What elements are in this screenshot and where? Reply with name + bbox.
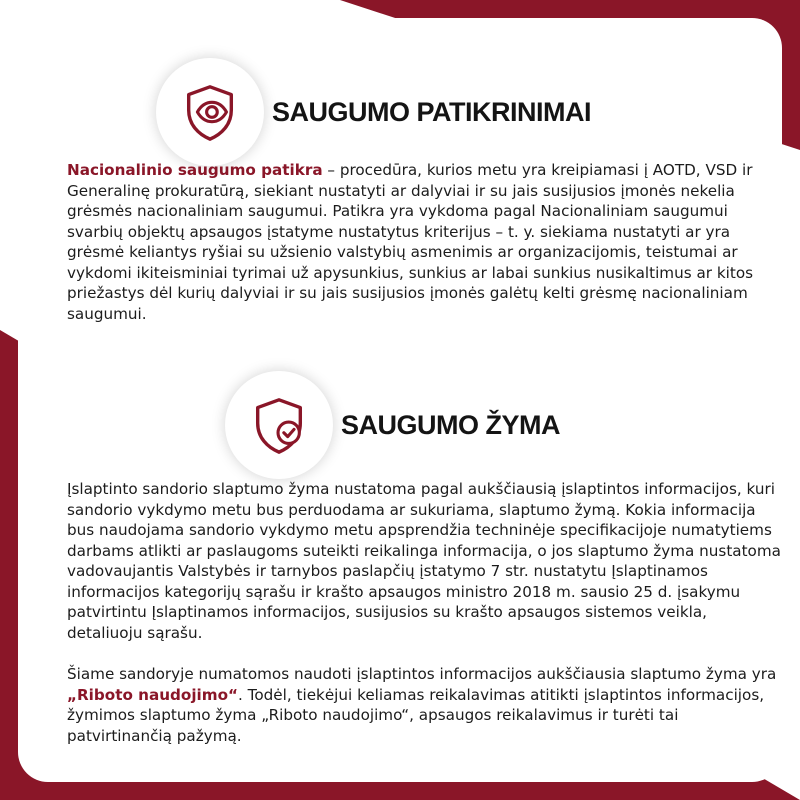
- highlight-term: Nacionalinio saugumo patikra: [67, 161, 323, 179]
- shield-check-icon: [225, 371, 333, 479]
- paragraph-text: Šiame sandoryje numatomos naudoti įslaptintos informacijos aukščiausia slaptumo žyma yra: [67, 665, 777, 683]
- section-title: SAUGUMO ŽYMA: [341, 409, 560, 440]
- section-heading-security-mark: [225, 371, 560, 479]
- highlight-term: „Riboto naudojimo“: [67, 685, 239, 704]
- section-heading-security-checks: [156, 58, 591, 166]
- security-mark-paragraph-1: Įslaptinto sandorio slaptumo žyma nustatoma pagal aukščiausią įslaptintos informacijos, kuri sandorio vykdymo metu bus perduodama ar sukuriama, slaptumo žymą. Kokia informacija bus naudojama sandorio vykdymo metu apsprendžia techninėje specifikacijoje numatytiems darbams atlikti ar paslaugoms suteikti reikalinga informacija, o jos slaptumo žyma nustatoma vadovaujantis Valstybės ir tarnybos paslapčių įstatymo 7 str. nustatytu Įslaptinamos informacijos kategorijų sąrašu ir krašto apsaugos ministro 2018 m. sausio 25 d. įsakymu patvirtintu Įslaptinamos informacijos, susijusios su krašto apsaugos sistemos veikla, detaliuoju sąrašu.: [67, 480, 781, 642]
- paragraph-text: – procedūra, kurios metu yra kreipiamasi į AOTD, VSD ir Generalinę prokuratūrą, siekiant nustatyti ar dalyviai ir su jais susijusios įmonės nekelia grėsmės nacionaliniam saugumui. Patikra yra vykdoma pagal Nacionaliniam saugumui svarbių objektų apsaugos įstatyme nustatytus kriterijus – t. y. siekiama nustatyti ar yra grėsmė keliantys ryšiai su užsienio valstybių asmenimis ar organizacijomis, teistumai ar vykdomi ikiteisminiai tyrimai už apysunkius, sunkius ar labai sunkius nusikaltimus ar kitos priežastys dėl kurių dalyviai ir su jais susijusios įmonės galėtų kelti grėsmę nacionaliniam saugumui.: [67, 161, 754, 323]
- section-title: SAUGUMO PATIKRINIMAI: [272, 96, 591, 127]
- shield-eye-icon: [156, 58, 264, 166]
- security-check-paragraph: [67, 160, 782, 324]
- security-mark-paragraph-2: [67, 664, 782, 746]
- content-card: [18, 18, 782, 782]
- paragraph-text: . Todėl, tiekėjui keliamas reikalavimas atitikti įslaptintos informacijos, žymimos slaptumo žyma „Riboto naudojimo“, apsaugos reikalavimus ir turėti tai patvirtinančią pažymą.: [67, 685, 765, 745]
